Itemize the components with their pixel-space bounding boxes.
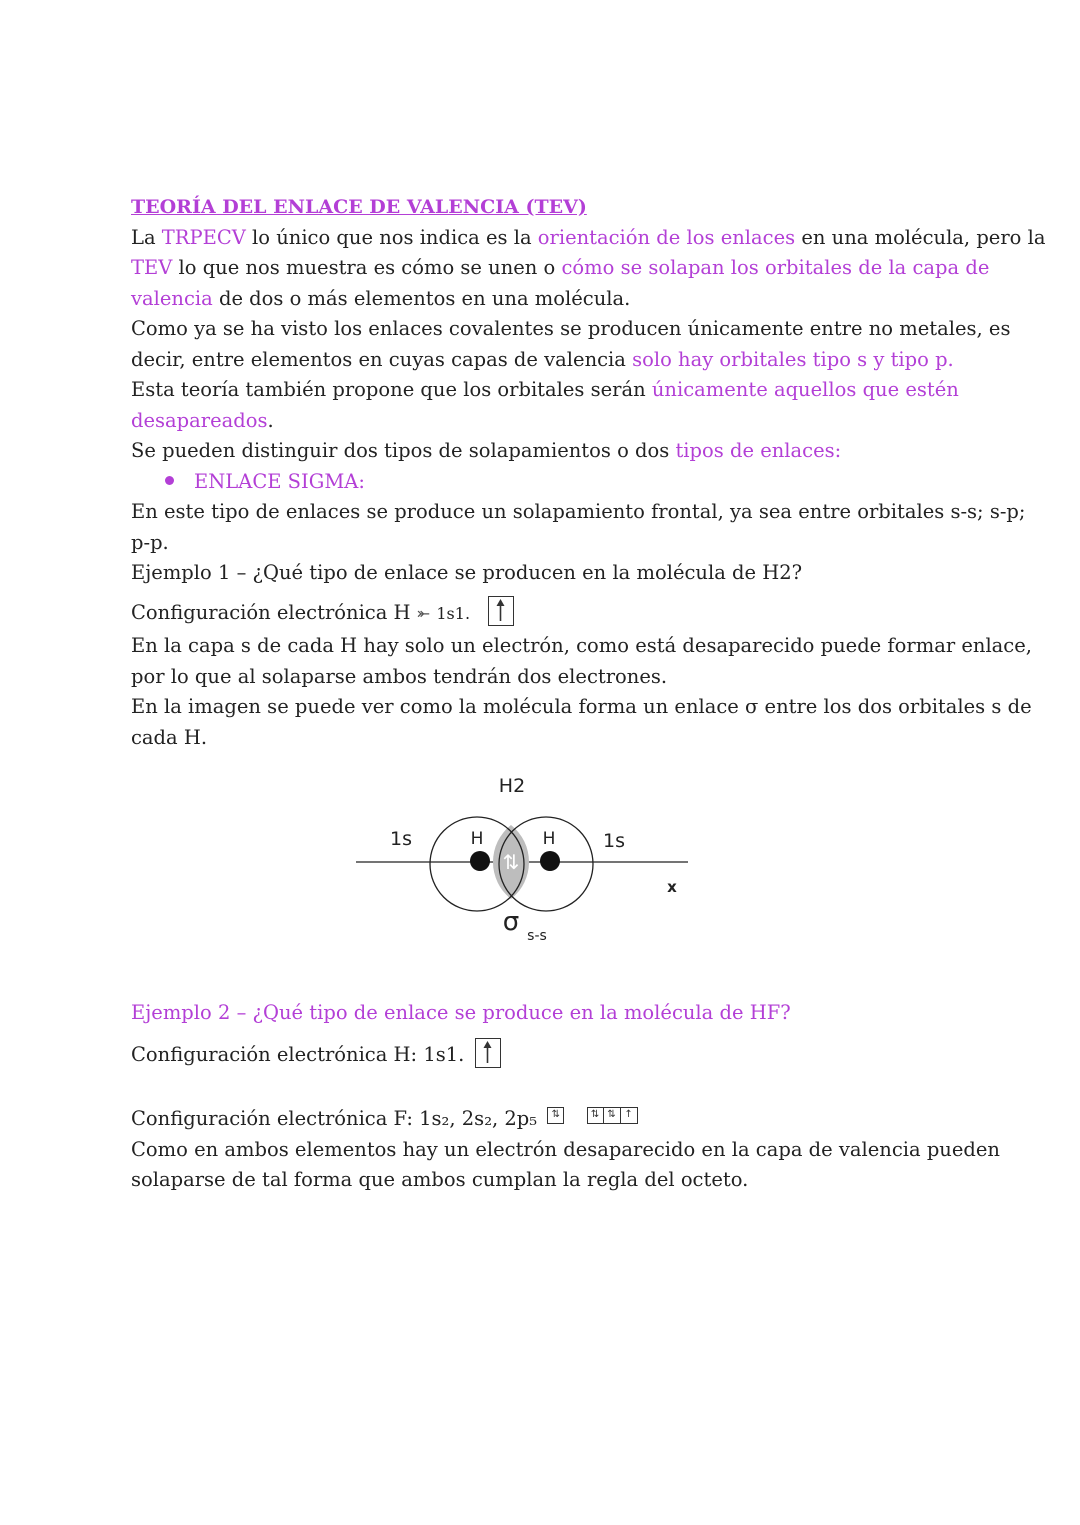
highlight-text: orientación de los enlaces [537,225,796,249]
left-nucleus [470,851,490,871]
text: por lo que al solaparse ambos tendrán dos electrones. [131,664,668,688]
highlight-text: TEV [131,256,173,279]
text: Se pueden distinguir dos tipos de solapamientos o dos [131,439,676,462]
paired-electrons-icon: ⇅ [502,850,520,874]
orbital-cell: ↑ [621,1107,638,1124]
text: de dos o más elementos en una molécula. [212,286,631,310]
right-arrow-icon: ⤜ [416,604,431,623]
ej2-config-h-line [131,1040,961,1071]
ej1-config-line [131,598,961,630]
p1-line-1 [131,223,1046,254]
sigma-label: σ [502,907,520,937]
p2-line-1 [131,314,1011,345]
left-atom-label: H [470,829,484,849]
p5-line-1 [131,497,1026,528]
highlight-text: cómo se solapan los orbitales de la capa de [561,256,990,279]
text: Como ya se ha visto los enlaces covalentes se producen únicamente entre no metales, es [131,317,1011,340]
ej2-l2 [131,1165,961,1196]
text: Ejemplo 1 – ¿Qué tipo de enlace se producen en la molécula de H2? [131,561,803,584]
p2-line-2 [131,345,961,376]
p1-line-3 [131,284,961,315]
text: solaparse de tal forma que ambos cumplan la regla del octeto. [131,1168,749,1191]
text: Configuración electrónica F: 1s₂, 2s₂, 2p₅ [131,1107,538,1130]
text: Esta teoría también propone que los orbitales serán [131,378,652,401]
text: Configuración electrónica H: 1s1. [131,1043,465,1066]
ej1-question [131,558,961,589]
highlight-text: tipos de enlaces: [675,439,842,462]
ej1-l4 [131,723,961,754]
page-title: TEORÍA DEL ENLACE DE VALENCIA (TEV) [131,196,587,218]
title-line [131,192,961,223]
orbital-cell: ⇅ [587,1107,604,1124]
section-ej2-config-h [131,1040,961,1071]
orbital-box [488,596,514,626]
ej2-l1 [131,1135,1000,1166]
right-nucleus [540,851,560,871]
text: En la imagen se puede ver como la molécula forma un enlace σ entre los dos orbitales s de [131,695,1032,718]
p5-line-2 [131,528,961,559]
ej1-l3 [131,692,1032,723]
up-arrow-icon [489,597,512,624]
text: . [267,408,274,432]
text: Ejemplo 2 – ¿Qué tipo de enlace se produce en la molécula de HF? [131,1001,791,1024]
text: decir, entre elementos en cuyas capas de valencia [131,347,633,371]
right-atom-label: H [542,829,556,849]
molecule-label: H2 [498,775,526,797]
highlight-text: únicamente aquellos que estén [651,378,959,401]
text: lo único que nos indica es la [245,225,538,249]
p1-line-2 [131,253,990,284]
section-ej1-text [131,631,1032,753]
orbital-cell: ⇅ [604,1107,621,1124]
text: cada H. [131,725,208,749]
right-orbital-label: 1s [603,830,625,852]
section-ej1 [131,598,961,630]
text: En este tipo de enlaces se produce un solapamiento frontal, ya sea entre orbitales s-s; s-p; [131,500,1026,523]
left-orbital-label: 1s [390,828,412,850]
highlight-text: solo hay orbitales tipo s y tipo p. [632,347,954,371]
section-intro [131,192,1046,589]
highlight-text: desapareados [131,408,268,432]
bullet-item [131,467,961,498]
orbital-box-2p [587,1107,638,1124]
orbital-box-2s: ⇅ [547,1107,564,1124]
axis-label: x [667,878,677,896]
bullet-label: ENLACE SIGMA: [194,469,365,493]
p4-line [131,436,961,467]
highlight-text: TRPECV [161,225,246,249]
p3-line-2 [131,406,961,437]
text: p-p. [131,530,169,554]
p3-line-1 [131,375,961,406]
text: lo que nos muestra es cómo se unen o [172,256,562,279]
config-value: 1s1. [436,604,471,623]
text: La [131,225,162,249]
bullet-dot-icon [165,476,174,485]
ej2-config-f-line [131,1104,961,1135]
up-arrow-icon [476,1039,499,1066]
highlight-text: valencia [131,286,213,310]
sigma-bond-diagram [350,770,700,950]
text: Configuración electrónica H [131,601,411,624]
sigma-subscript: s-s [527,928,547,944]
section-ej2 [131,998,961,1029]
ej2-question [131,998,961,1029]
section-ej2-config-f [131,1104,1000,1196]
ej1-l2 [131,662,961,693]
text: En la capa s de cada H hay solo un electrón, como está desaparecido puede formar enlace, [131,634,1032,657]
text: Como en ambos elementos hay un electrón desaparecido en la capa de valencia pueden [131,1137,1000,1161]
orbital-box [475,1038,501,1068]
text: en una molécula, pero la [795,225,1046,249]
ej1-l1 [131,631,1032,662]
